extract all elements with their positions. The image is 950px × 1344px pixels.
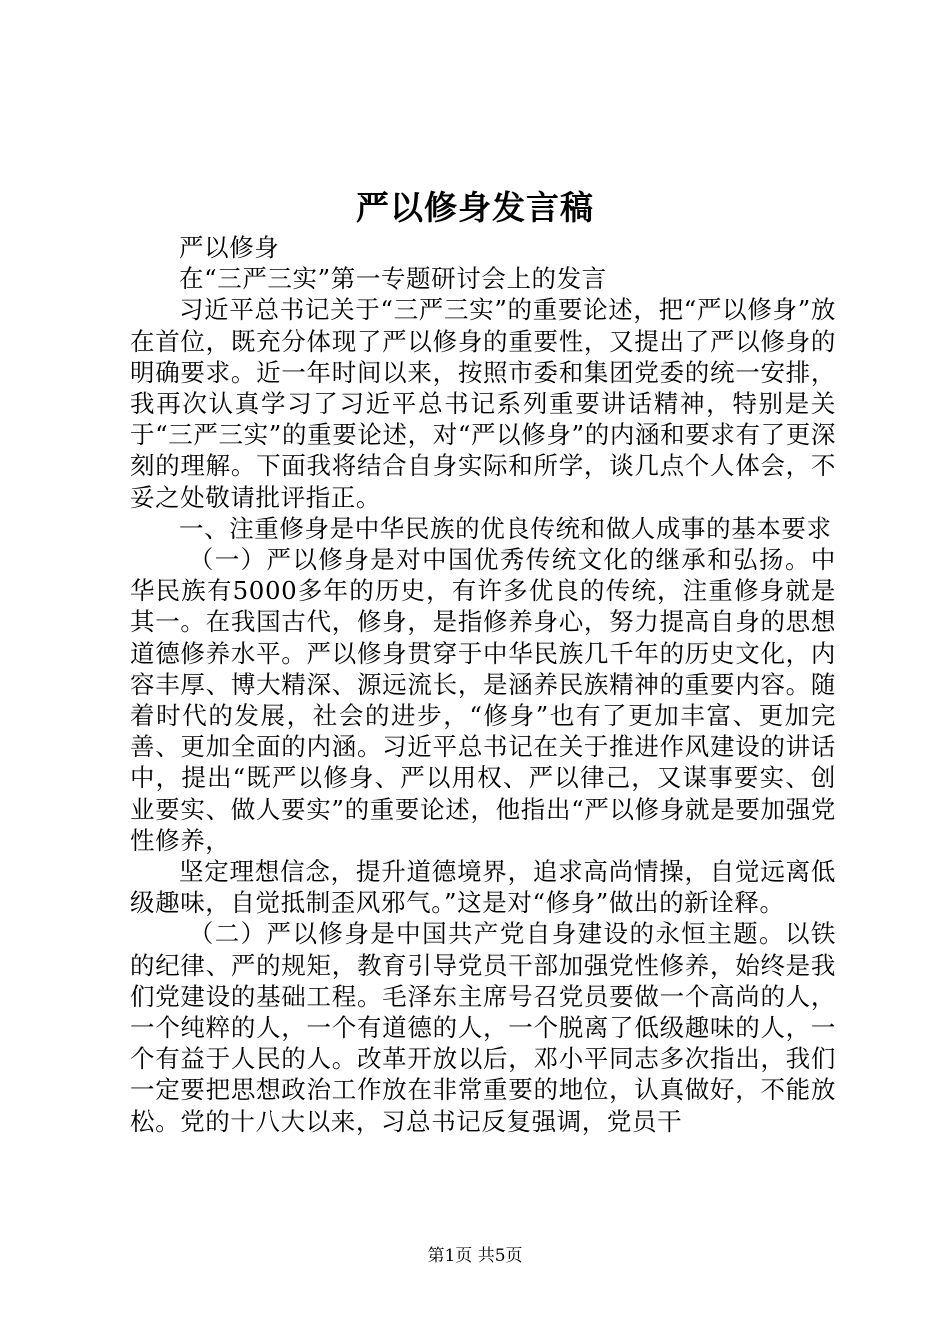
- paragraph-section-1-2: （二）严以修身是中国共产党自身建设的永恒主题。以铁的纪律、严的规矩，教育引导党员干部加强党性修养，始终是我们党建设的基础工程。毛泽东主席号召党员要做一个高尚的人，一个纯粹的人，一个有道德的人，一个脱离了低级趣味的人，一个有益于人民的人。改革开放以后，邓小平同志多次指出，我们一定要把思想政治工作放在非常重要的地位，认真做好，不能放松。党的十八大以来，习总书记反复强调，党员干: [130, 919, 836, 1136]
- paragraph-occasion: 在“三严三实”第一专题研讨会上的发言: [179, 264, 607, 294]
- paragraph-subject: 严以修身: [179, 233, 280, 262]
- paragraph-section-1-1: （一）严以修身是对中国优秀传统文化的继承和弘扬。中华民族有5000多年的历史，有许多优良的传统，注重修身就是其一。在我国古代，修身，是指修养身心，努力提高自身的思想道德修养水平。严以修身贯穿于中华民族几千年的历史文化，内容丰厚、博大精深、源远流长，是涵养民族精神的重要内容。随着时代的发展，社会的进步，“修身”也有了更加丰富、更加完善、更加全面的内涵。习近平总书记在关于推进作风建设的讲话中，提出“既严以修身、严以用权、严以律己，又谋事要实、创业要实、做人要实”的重要论述，他指出“严以修身就是要加强党性修养，: [130, 545, 836, 855]
- paragraph-intro: 习近平总书记关于“三严三实”的重要论述，把“严以修身”放在首位，既充分体现了严以修身的重要性，又提出了严以修身的明确要求。近一年时间以来，按照市委和集团党委的统一安排，我再次认真学习了习近平总书记系列重要讲话精神，特别是关于“三严三实”的重要论述，对“严以修身”的内涵和要求有了更深刻的理解。下面我将结合自身实际和所学，谈几点个人体会，不妥之处敬请批评指正。: [130, 295, 836, 512]
- page-number-footer: 第1页 共5页: [427, 1246, 523, 1266]
- paragraph-section-1-1-cont: 坚定理想信念，提升道德境界，追求高尚情操，自觉远离低级趣味，自觉抵制歪风邪气。”这是对“修身”做出的新诠释。: [130, 857, 836, 918]
- section-heading-1: 一、注重修身是中华民族的优良传统和做人成事的基本要求: [179, 513, 832, 543]
- document-title: 严以修身发言稿: [356, 188, 594, 227]
- document-body: [130, 232, 836, 1137]
